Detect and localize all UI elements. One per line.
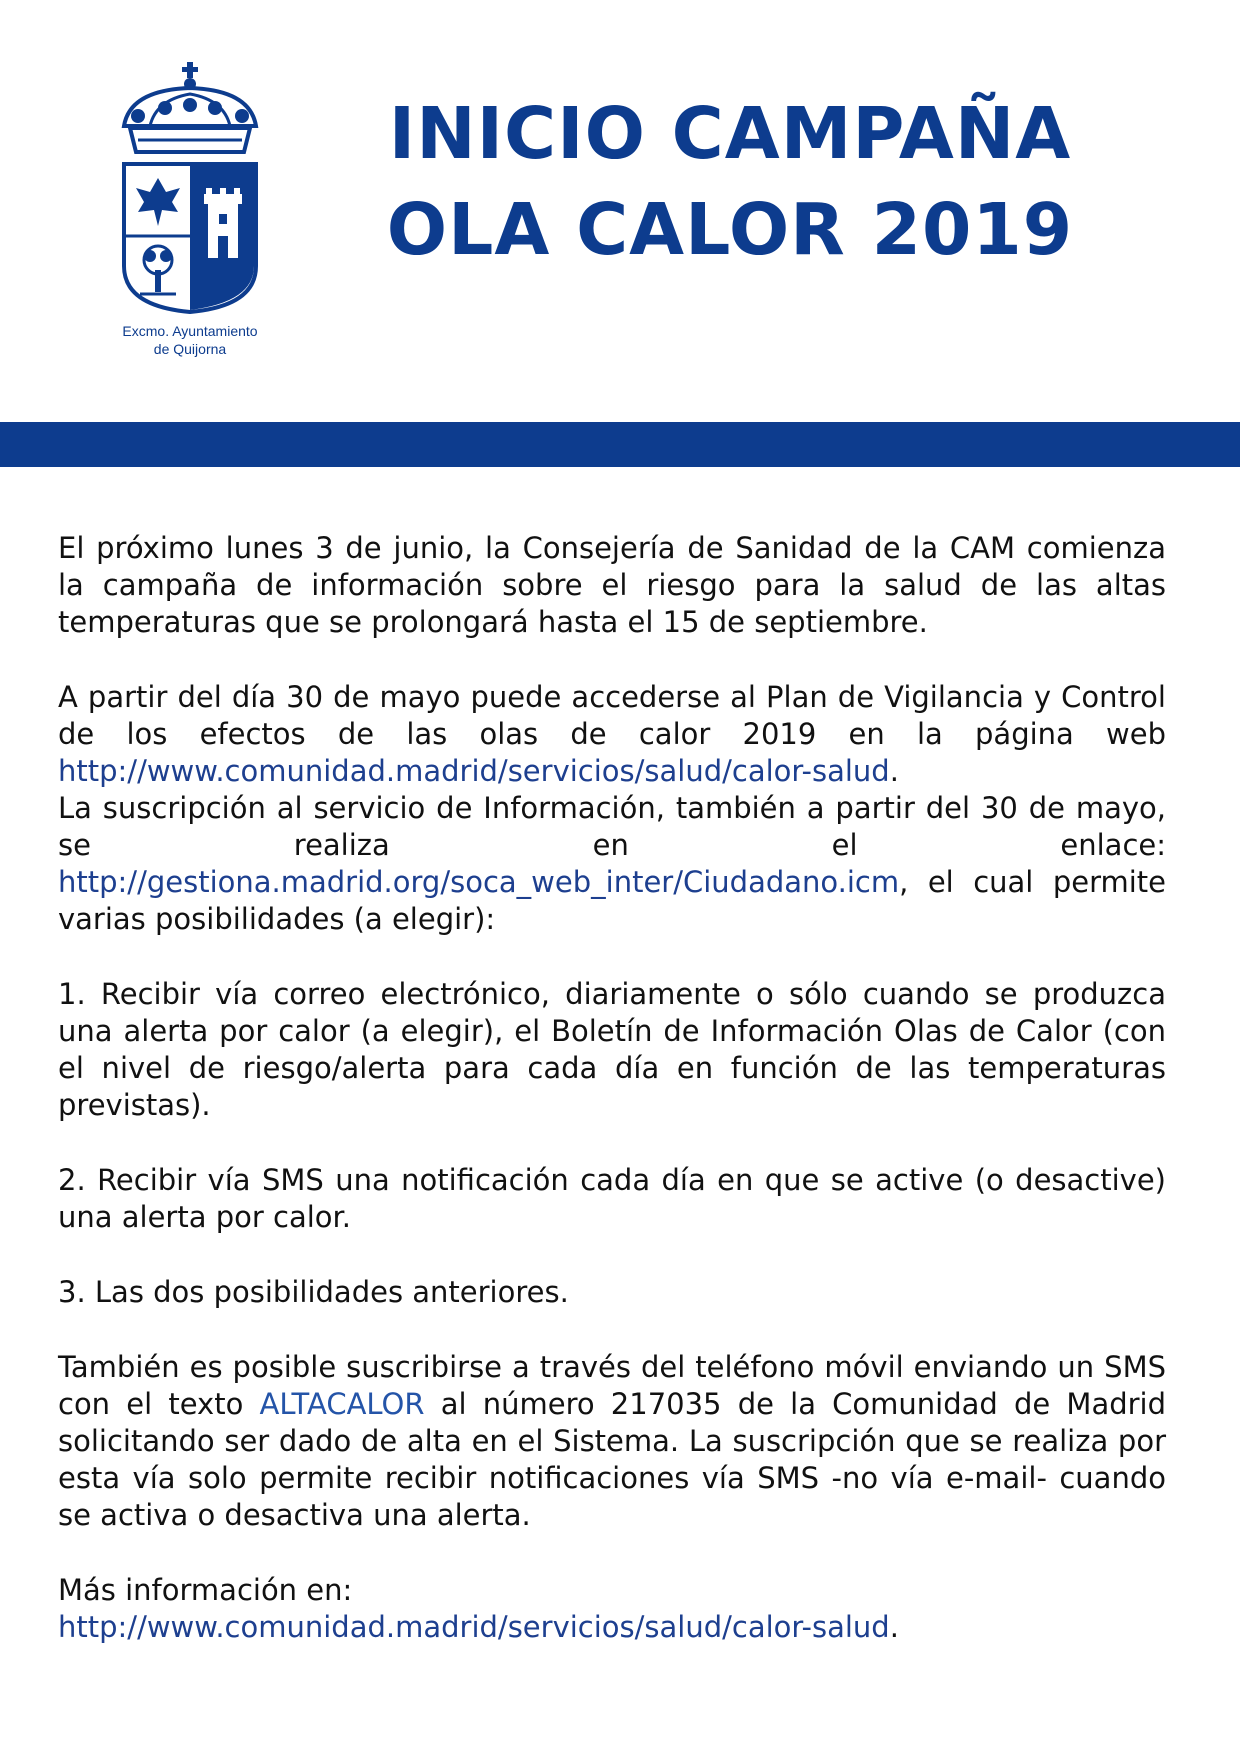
announcement-body [58, 530, 1166, 1646]
coat-of-arms-icon [110, 60, 270, 320]
option-1: 1. Recibir vía correo electrónico, diariamente o sólo cuando se produzca una alerta por calor (a elegir), el Boletín de Información Olas de Calor (con el nivel de riesgo/alerta para cada día en función de las temperaturas previstas). [58, 977, 1166, 1122]
plan-paragraph: A partir del día 30 de mayo puede accederse al Plan de Vigilancia y Control de los efectos de las olas de calor 2019 en la página web http://www.comunidad.madrid/servicios/salud/calor-salud. [58, 680, 1166, 788]
plan-link[interactable]: http://www.comunidad.madrid/servicios/salud/calor-salud [58, 754, 890, 788]
title-line-1: INICIO CAMPAÑA [388, 92, 1072, 175]
more-info-link[interactable]: http://www.comunidad.madrid/servicios/salud/calor-salud [58, 1610, 890, 1644]
subscription-tail: , el cual permite varias posibilidades (a elegir): [58, 865, 1166, 936]
sms-text-before: También es posible suscribirse a través del teléfono móvil enviando un SMS con el texto [58, 1350, 1166, 1421]
header-divider-band [0, 422, 1240, 467]
subscription-link[interactable]: http://gestiona.madrid.org/soca_web_inter/Ciudadano.icm [58, 865, 900, 899]
sms-text-after: al número 217035 de la Comunidad de Madrid solicitando ser dado de alta en el Sistema. La suscripción que se realiza por esta vía solo permite recibir notificaciones vía SMS -no vía e-mail- cuando se activa o desactiva una alerta. [58, 1387, 1167, 1532]
more-info-paragraph: Más información en: http://www.comunidad.madrid/servicios/salud/calor-salud. [58, 1573, 899, 1644]
org-name-line-1: Excmo. Ayuntamiento [122, 323, 258, 339]
plan-text: A partir del día 30 de mayo puede accederse al Plan de Vigilancia y Control de los efectos de las olas de calor 2019 en la página web [58, 680, 1166, 751]
subscription-paragraph [58, 790, 1166, 938]
sms-paragraph [58, 1349, 1166, 1534]
title-line-2: OLA CALOR 2019 [386, 188, 1074, 271]
subscription-text: La suscripción al servicio de Información, también a partir del 30 de mayo, se realiza en el enlace: [58, 791, 1166, 862]
org-name [110, 322, 270, 358]
intro-paragraph: El próximo lunes 3 de junio, la Consejería de Sanidad de la CAM comienza la campaña de información sobre el riesgo para la salud de las altas temperaturas que se prolongará hasta el 15 de septiembre. [58, 531, 1166, 639]
sms-keyword: ALTACALOR [259, 1387, 425, 1421]
page-title [360, 86, 1100, 278]
option-3: 3. Las dos posibilidades anteriores. [58, 1275, 569, 1309]
option-2: 2. Recibir vía SMS una notificación cada día en que se active (o desactive) una alerta por calor. [58, 1163, 1166, 1234]
municipal-coat-of-arms [110, 60, 270, 370]
org-name-line-2: de Quijorna [153, 341, 227, 357]
more-info-label: Más información en: [58, 1573, 353, 1607]
